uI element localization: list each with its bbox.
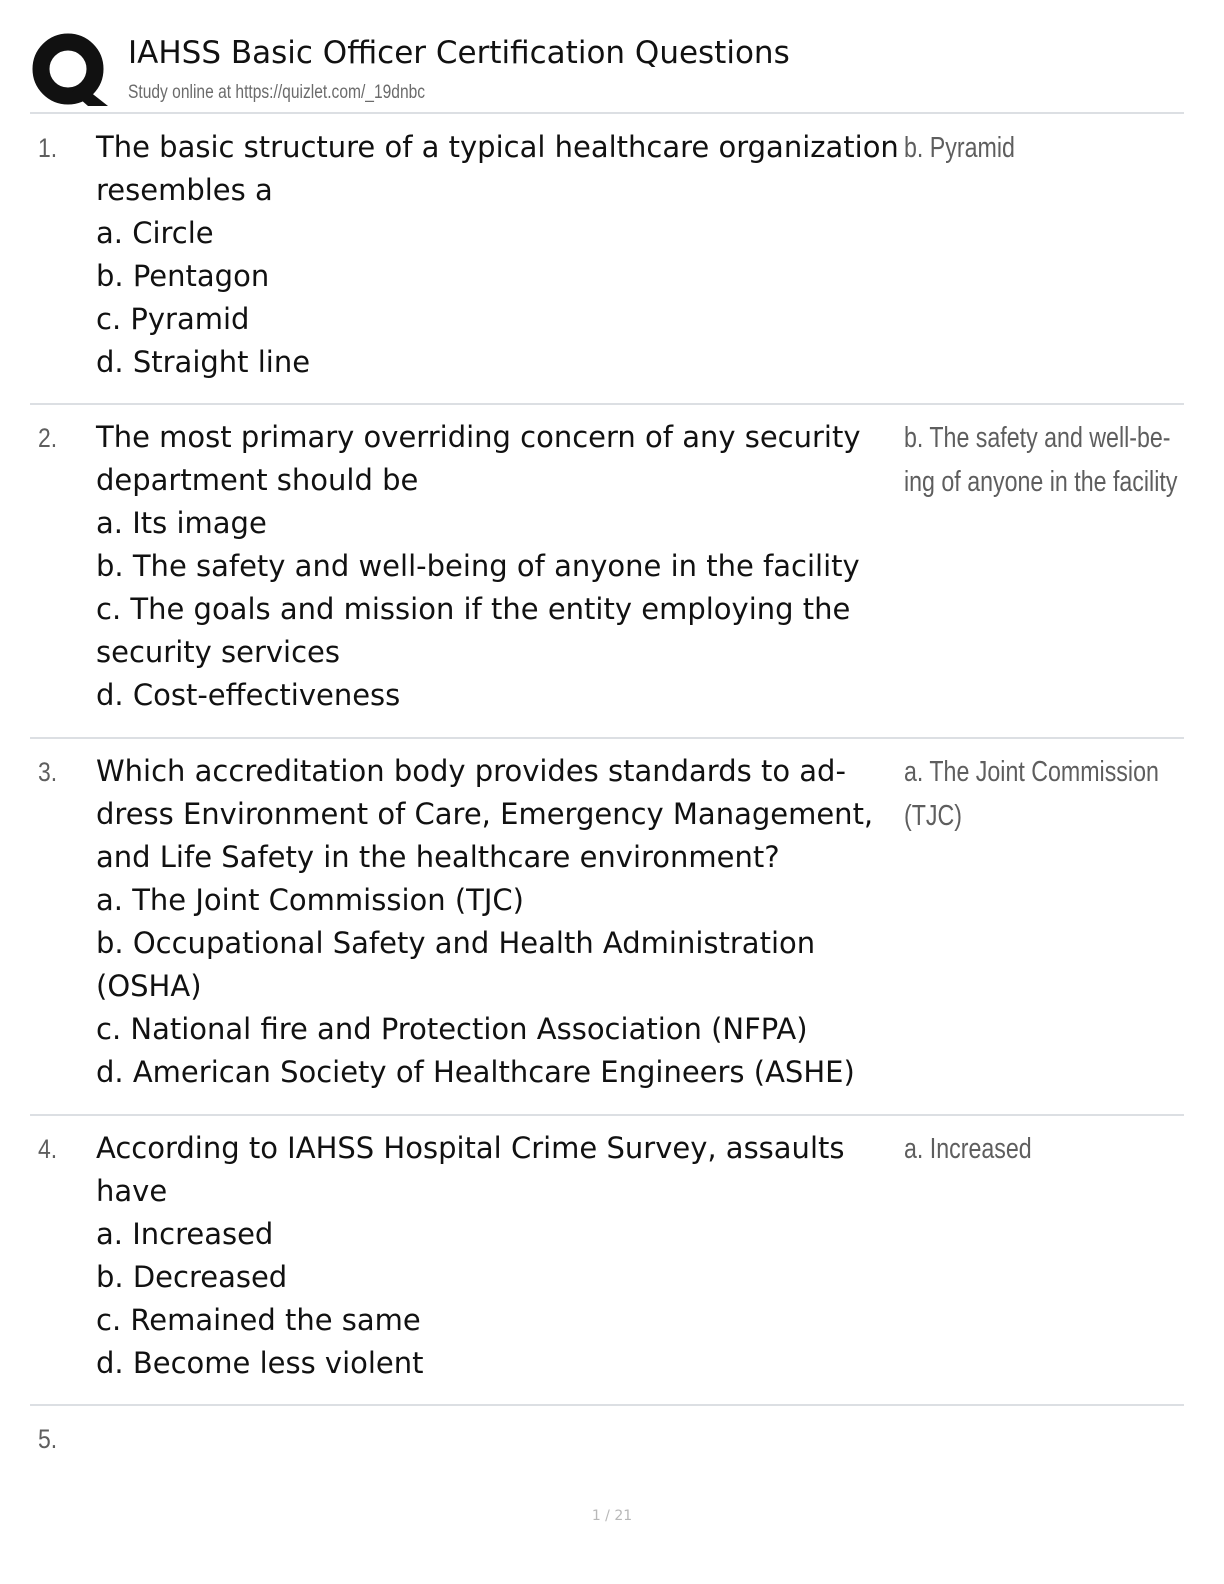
answer-text — [904, 126, 1180, 170]
question-card-4 — [30, 1116, 1184, 1406]
option-b-continued: (OSHA) — [96, 969, 202, 1003]
question-line: department should be — [96, 463, 419, 497]
page-title: IAHSS Basic Officer Certification Questions — [128, 35, 790, 71]
question-line: resembles a — [96, 173, 273, 207]
page-header — [30, 28, 1184, 114]
question-number: 3. — [38, 757, 58, 787]
answer-text — [904, 750, 1180, 838]
option-b: b. Occupational Safety and Health Administration — [96, 926, 816, 960]
quizlet-logo-icon — [32, 32, 110, 110]
option-c-continued: security services — [96, 635, 340, 669]
option-d: d. Straight line — [96, 345, 311, 379]
option-b: b. Pentagon — [96, 259, 270, 293]
question-card-2 — [30, 405, 1184, 739]
option-b: b. The safety and well-being of anyone in the facility — [96, 549, 860, 583]
answer-line: a. Increased — [904, 1133, 1032, 1165]
option-a: a. Increased — [96, 1217, 274, 1251]
question-line: have — [96, 1174, 168, 1208]
option-c: c. National fire and Protection Association (NFPA) — [96, 1012, 808, 1046]
question-number: 2. — [38, 423, 58, 453]
question-text — [96, 416, 904, 717]
option-d: d. American Society of Healthcare Engineers (ASHE) — [96, 1055, 855, 1089]
question-number: 4. — [38, 1134, 58, 1164]
question-line: dress Environment of Care, Emergency Management, — [96, 797, 874, 831]
option-a: a. Its image — [96, 506, 267, 540]
option-a: a. The Joint Commission (TJC) — [96, 883, 524, 917]
question-card-1 — [30, 114, 1184, 405]
question-card-5 — [30, 1406, 1184, 1496]
question-text — [96, 750, 904, 1094]
question-text — [96, 126, 904, 384]
option-a: a. Circle — [96, 216, 214, 250]
option-c: c. Remained the same — [96, 1303, 421, 1337]
answer-line: (TJC) — [904, 800, 962, 832]
question-text — [96, 1127, 904, 1385]
answer-line: a. The Joint Commission — [904, 756, 1159, 788]
answer-text — [904, 1127, 1180, 1171]
question-line: The most primary overriding concern of any security — [96, 420, 861, 454]
answer-line: b. The safety and well-be- — [904, 422, 1171, 454]
answer-text — [904, 416, 1180, 504]
answer-line: b. Pyramid — [904, 132, 1015, 164]
question-line: The basic structure of a typical healthcare organization — [96, 130, 899, 164]
option-d: d. Cost-effectiveness — [96, 678, 401, 712]
question-number: 5. — [38, 1424, 58, 1454]
option-d: d. Become less violent — [96, 1346, 424, 1380]
option-b: b. Decreased — [96, 1260, 288, 1294]
question-line: and Life Safety in the healthcare environment? — [96, 840, 780, 874]
option-c: c. The goals and mission if the entity employing the — [96, 592, 851, 626]
study-online-link[interactable]: Study online at https://quizlet.com/_19dnbc — [128, 82, 426, 103]
question-number: 1. — [38, 133, 58, 163]
option-c: c. Pyramid — [96, 302, 250, 336]
question-line: Which accreditation body provides standards to ad- — [96, 754, 846, 788]
question-card-3 — [30, 739, 1184, 1116]
page-counter: 1 / 21 — [591, 1508, 633, 1524]
answer-line: ing of anyone in the facility — [904, 466, 1178, 498]
question-line: According to IAHSS Hospital Crime Survey, assaults — [96, 1131, 845, 1165]
